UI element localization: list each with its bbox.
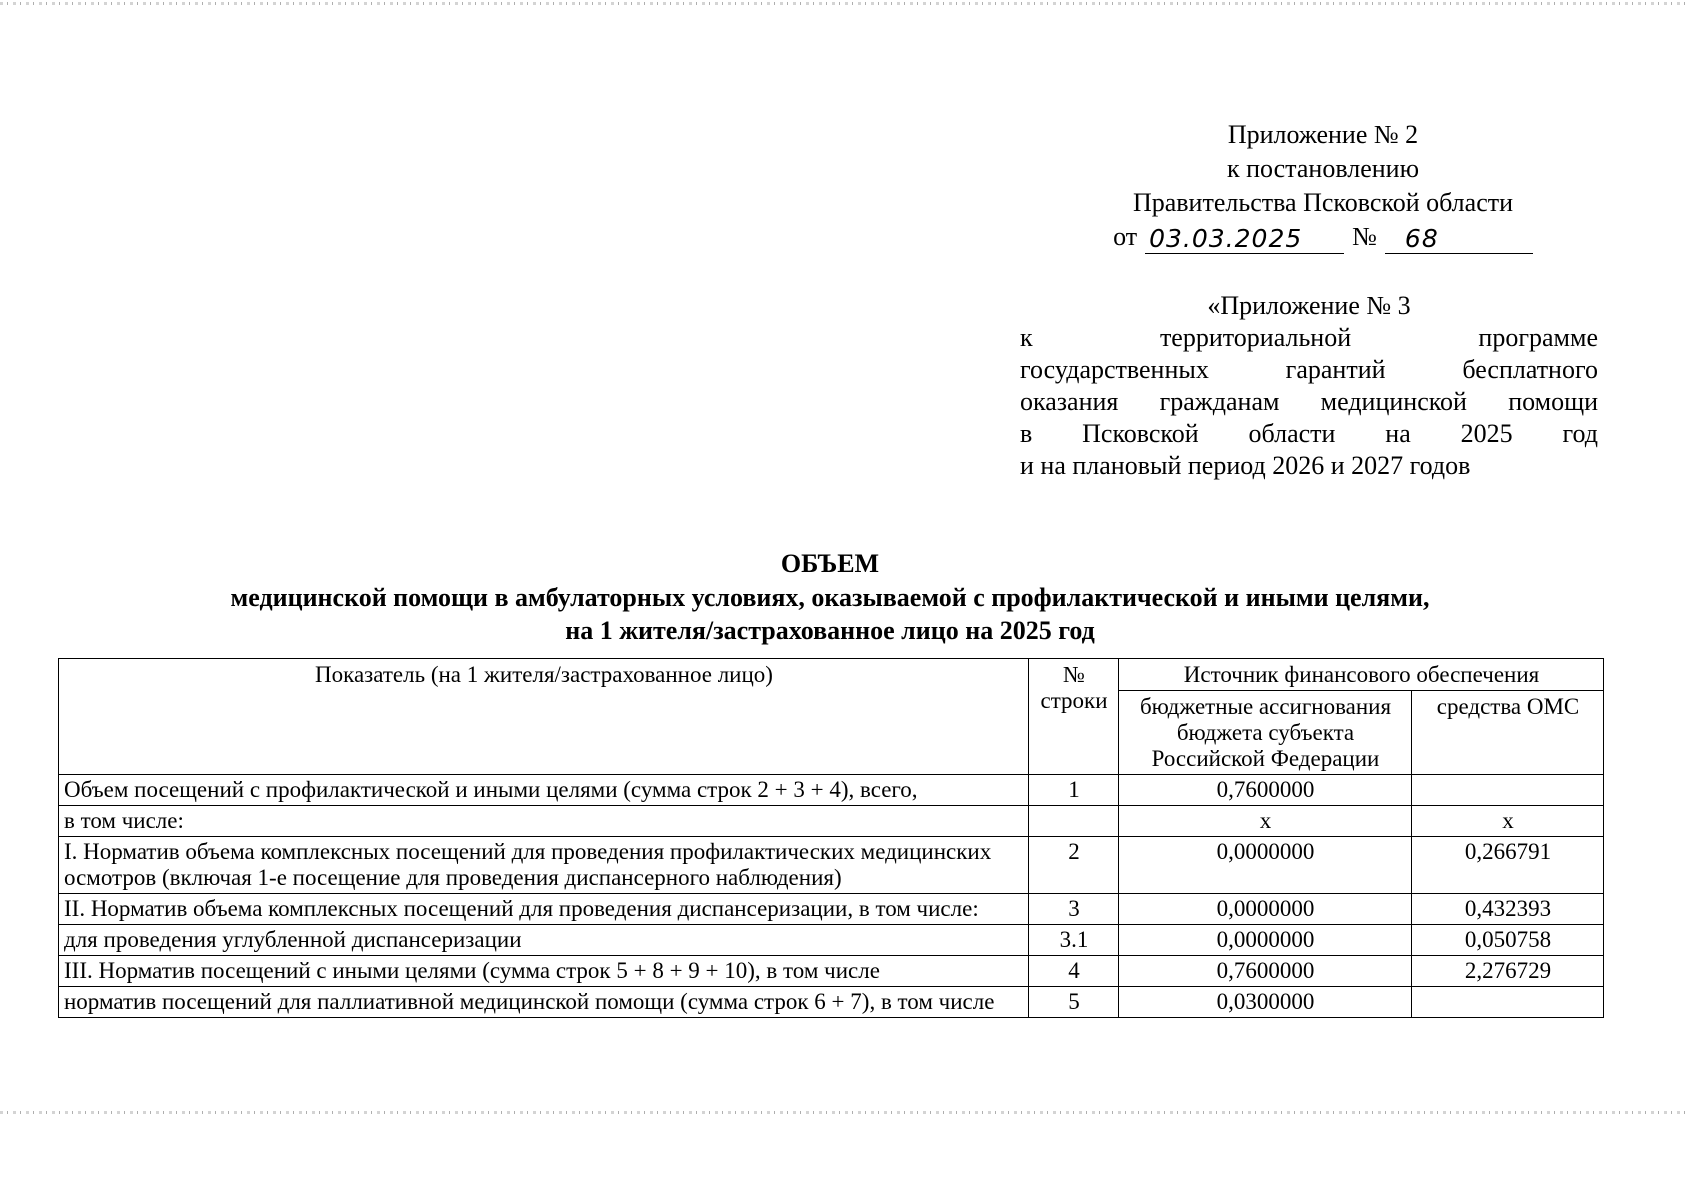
cell-row-number (1029, 806, 1119, 837)
cell-oms (1412, 775, 1604, 806)
program-line-5: в Псковской области на 2025 год (1020, 419, 1598, 448)
cell-oms (1412, 987, 1604, 1018)
program-appendix-line: «Приложение № 3 (1207, 291, 1411, 320)
cell-row-number: 4 (1029, 956, 1119, 987)
table-row (59, 806, 1604, 837)
scan-edge-top (0, 2, 1686, 5)
program-line-4: оказания гражданам медицинской помощи (1020, 387, 1598, 416)
appendix-to-resolution-block (1093, 118, 1553, 254)
table-row (59, 894, 1604, 925)
cell-indicator: Объем посещений с профилактической и иными целями (сумма строк 2 + 3 + 4), всего, (59, 775, 1029, 806)
appendix-number-line: Приложение № 2 (1227, 120, 1419, 149)
header-row-number: № строки (1029, 659, 1119, 775)
table-header-row (59, 659, 1604, 691)
table-row (59, 987, 1604, 1018)
handwritten-date: 03.03.2025 (1145, 225, 1344, 254)
document-subtitle-2: на 1 жителя/застрахованное лицо на 2025 год (565, 616, 1095, 645)
cell-indicator: норматив посещений для паллиативной медицинской помощи (сумма строк 6 + 7), в том числе (59, 987, 1029, 1018)
number-prefix: № (1352, 222, 1377, 251)
cell-oms: х (1412, 806, 1604, 837)
cell-row-number: 2 (1029, 837, 1119, 894)
document-title: ОБЪЕМ (780, 549, 880, 578)
cell-indicator: I. Норматив объема комплексных посещений для проведения профилактических медицинских осмотров (включая 1-е посещение для проведения диспансерного наблюдения) (59, 837, 1029, 894)
cell-budget: 0,7600000 (1119, 956, 1412, 987)
cell-row-number: 1 (1029, 775, 1119, 806)
date-number-line (1093, 220, 1553, 254)
header-funding-source: Источник финансового обеспечения (1119, 659, 1604, 691)
scan-edge-bottom (0, 1111, 1686, 1114)
government-line: Правительства Псковской области (1132, 188, 1514, 217)
cell-row-number: 3.1 (1029, 925, 1119, 956)
cell-budget: х (1119, 806, 1412, 837)
cell-row-number: 3 (1029, 894, 1119, 925)
table-row (59, 775, 1604, 806)
date-prefix: от (1113, 222, 1138, 251)
cell-budget: 0,0000000 (1119, 925, 1412, 956)
cell-oms: 0,266791 (1412, 837, 1604, 894)
cell-budget: 0,0300000 (1119, 987, 1412, 1018)
cell-oms: 0,050758 (1412, 925, 1604, 956)
program-line-6: и на плановый период 2026 и 2027 годов (1020, 451, 1471, 480)
handwritten-number: 68 (1385, 225, 1533, 254)
header-indicator: Показатель (на 1 жителя/застрахованное лицо) (59, 659, 1029, 775)
cell-oms: 2,276729 (1412, 956, 1604, 987)
resolution-line: к постановлению (1226, 154, 1420, 183)
cell-indicator: II. Норматив объема комплексных посещений для проведения диспансеризации, в том числе: (59, 894, 1029, 925)
cell-indicator: для проведения углубленной диспансеризации (59, 925, 1029, 956)
cell-indicator: III. Норматив посещений с иными целями (сумма строк 5 + 8 + 9 + 10), в том числе (59, 956, 1029, 987)
cell-budget: 0,0000000 (1119, 894, 1412, 925)
appendix-to-program-block (1020, 290, 1598, 482)
volume-table (58, 658, 1604, 1018)
header-oms: средства ОМС (1412, 691, 1604, 775)
header-budget: бюджетные ассигнования бюджета субъекта Российской Федерации (1119, 691, 1412, 775)
program-line-2: к территориальной программе (1020, 323, 1598, 352)
cell-row-number: 5 (1029, 987, 1119, 1018)
program-line-3: государственных гарантий бесплатного (1020, 355, 1598, 384)
cell-indicator: в том числе: (59, 806, 1029, 837)
cell-budget: 0,0000000 (1119, 837, 1412, 894)
document-subtitle-1: медицинской помощи в амбулаторных условиях, оказываемой с профилактической и иными целями, (230, 583, 1430, 612)
cell-budget: 0,7600000 (1119, 775, 1412, 806)
table-row (59, 925, 1604, 956)
table-row (59, 837, 1604, 894)
cell-oms: 0,432393 (1412, 894, 1604, 925)
table-row (59, 956, 1604, 987)
